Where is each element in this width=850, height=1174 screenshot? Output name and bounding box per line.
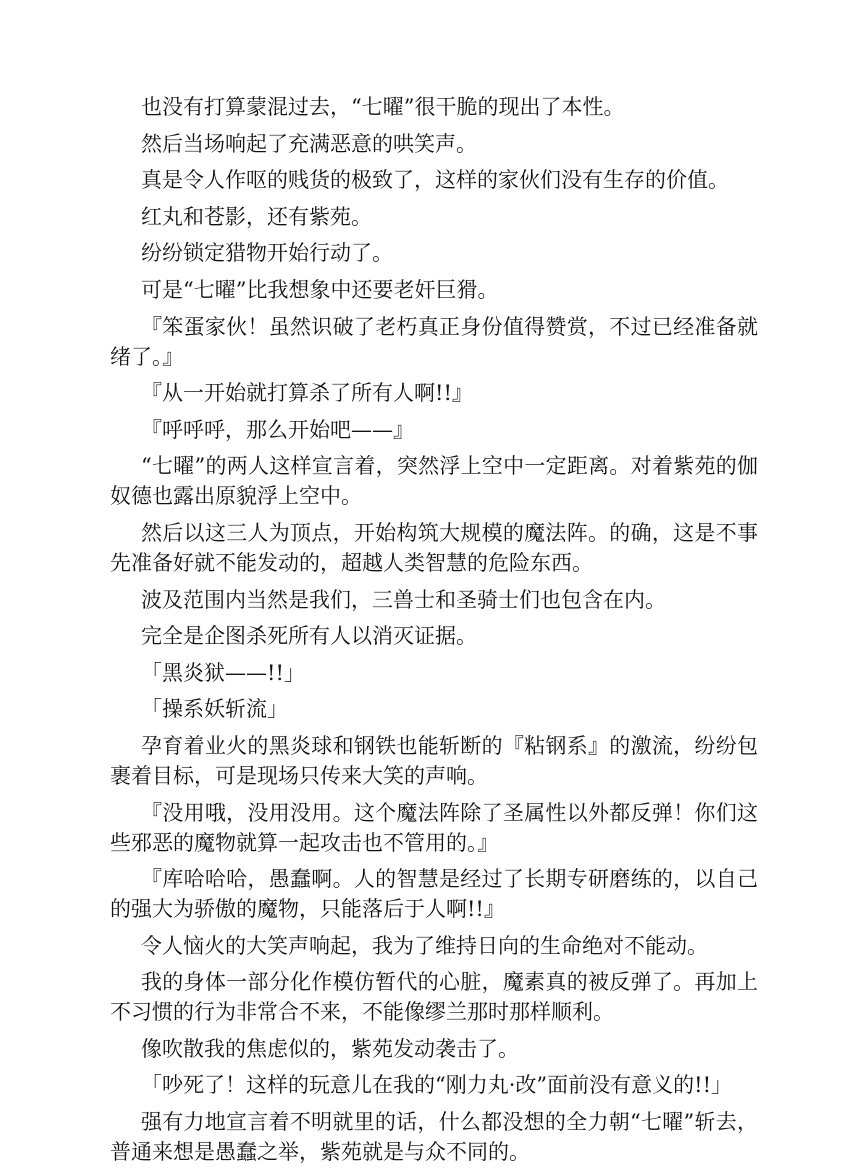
paragraph: 真是令人作呕的贱货的极致了，这样的家伙们没有生存的价值。 <box>141 168 729 193</box>
paragraph: 波及范围内当然是我们，三兽士和圣骑士们也包含在内。 <box>141 587 666 612</box>
paragraph: 像吹散我的焦虑似的，紫苑发动袭击了。 <box>141 1036 519 1061</box>
paragraph: 我的身体一部分化作模仿暂代的心脏，魔素真的被反弹了。再加上不习惯的行为非常合不来，不能像缪兰那时那样顺利。 <box>110 970 758 1025</box>
paragraph: 『库哈哈哈，愚蠢啊。人的智慧是经过了长期专研磨练的，以自己的强大为骄傲的魔物，只能落后于人啊!!』 <box>110 867 758 922</box>
paragraph: 『呼呼呼，那么开始吧——』 <box>141 417 414 442</box>
paragraph: 「吵死了！这样的玩意儿在我的“刚力丸·改”面前没有意义的!!」 <box>141 1073 733 1098</box>
paragraph: 「操系妖斩流」 <box>141 697 288 722</box>
paragraph: 然后当场响起了充满恶意的哄笑声。 <box>141 131 477 156</box>
paragraph: 然后以这三人为顶点，开始构筑大规模的魔法阵。的确，这是不事先准备好就不能发动的，超越人类智慧的危险东西。 <box>110 520 758 575</box>
paragraph: 纷纷锁定猎物开始行动了。 <box>141 241 393 266</box>
paragraph: 『笨蛋家伙！虽然识破了老朽真正身份值得赞赏，不过已经准备就绪了。』 <box>110 314 758 369</box>
paragraph: “七曜”的两人这样宣言着，突然浮上空中一定距离。对着紫苑的伽奴德也露出原貌浮上空中。 <box>110 454 758 509</box>
paragraph: 红丸和苍影，还有紫苑。 <box>141 204 372 229</box>
paragraph: 『没用哦，没用没用。这个魔法阵除了圣属性以外都反弹！你们这些邪恶的魔物就算一起攻击也不管用的。』 <box>110 800 758 855</box>
paragraph: 完全是企图杀死所有人以消灭证据。 <box>141 624 477 649</box>
paragraph: 「黑炎狱——!!」 <box>141 660 305 685</box>
paragraph: 孕育着业火的黑炎球和钢铁也能斩断的『粘钢系』的激流，纷纷包裹着目标，可是现场只传来大笑的声响。 <box>110 733 758 788</box>
paragraph: 强有力地宣言着不明就里的话，什么都没想的全力朝“七曜”斩去，普通来想是愚蠢之举，紫苑就是与众不同的。 <box>110 1110 758 1165</box>
body-text <box>110 92 758 1174</box>
paragraph: 可是“七曜”比我想象中还要老奸巨猾。 <box>141 277 499 302</box>
paragraph: 令人恼火的大笑声响起，我为了维持日向的生命绝对不能动。 <box>141 933 708 958</box>
paragraph: 也没有打算蒙混过去，“七曜”很干脆的现出了本性。 <box>141 95 625 119</box>
paragraph: 『从一开始就打算杀了所有人啊!!』 <box>141 381 473 406</box>
